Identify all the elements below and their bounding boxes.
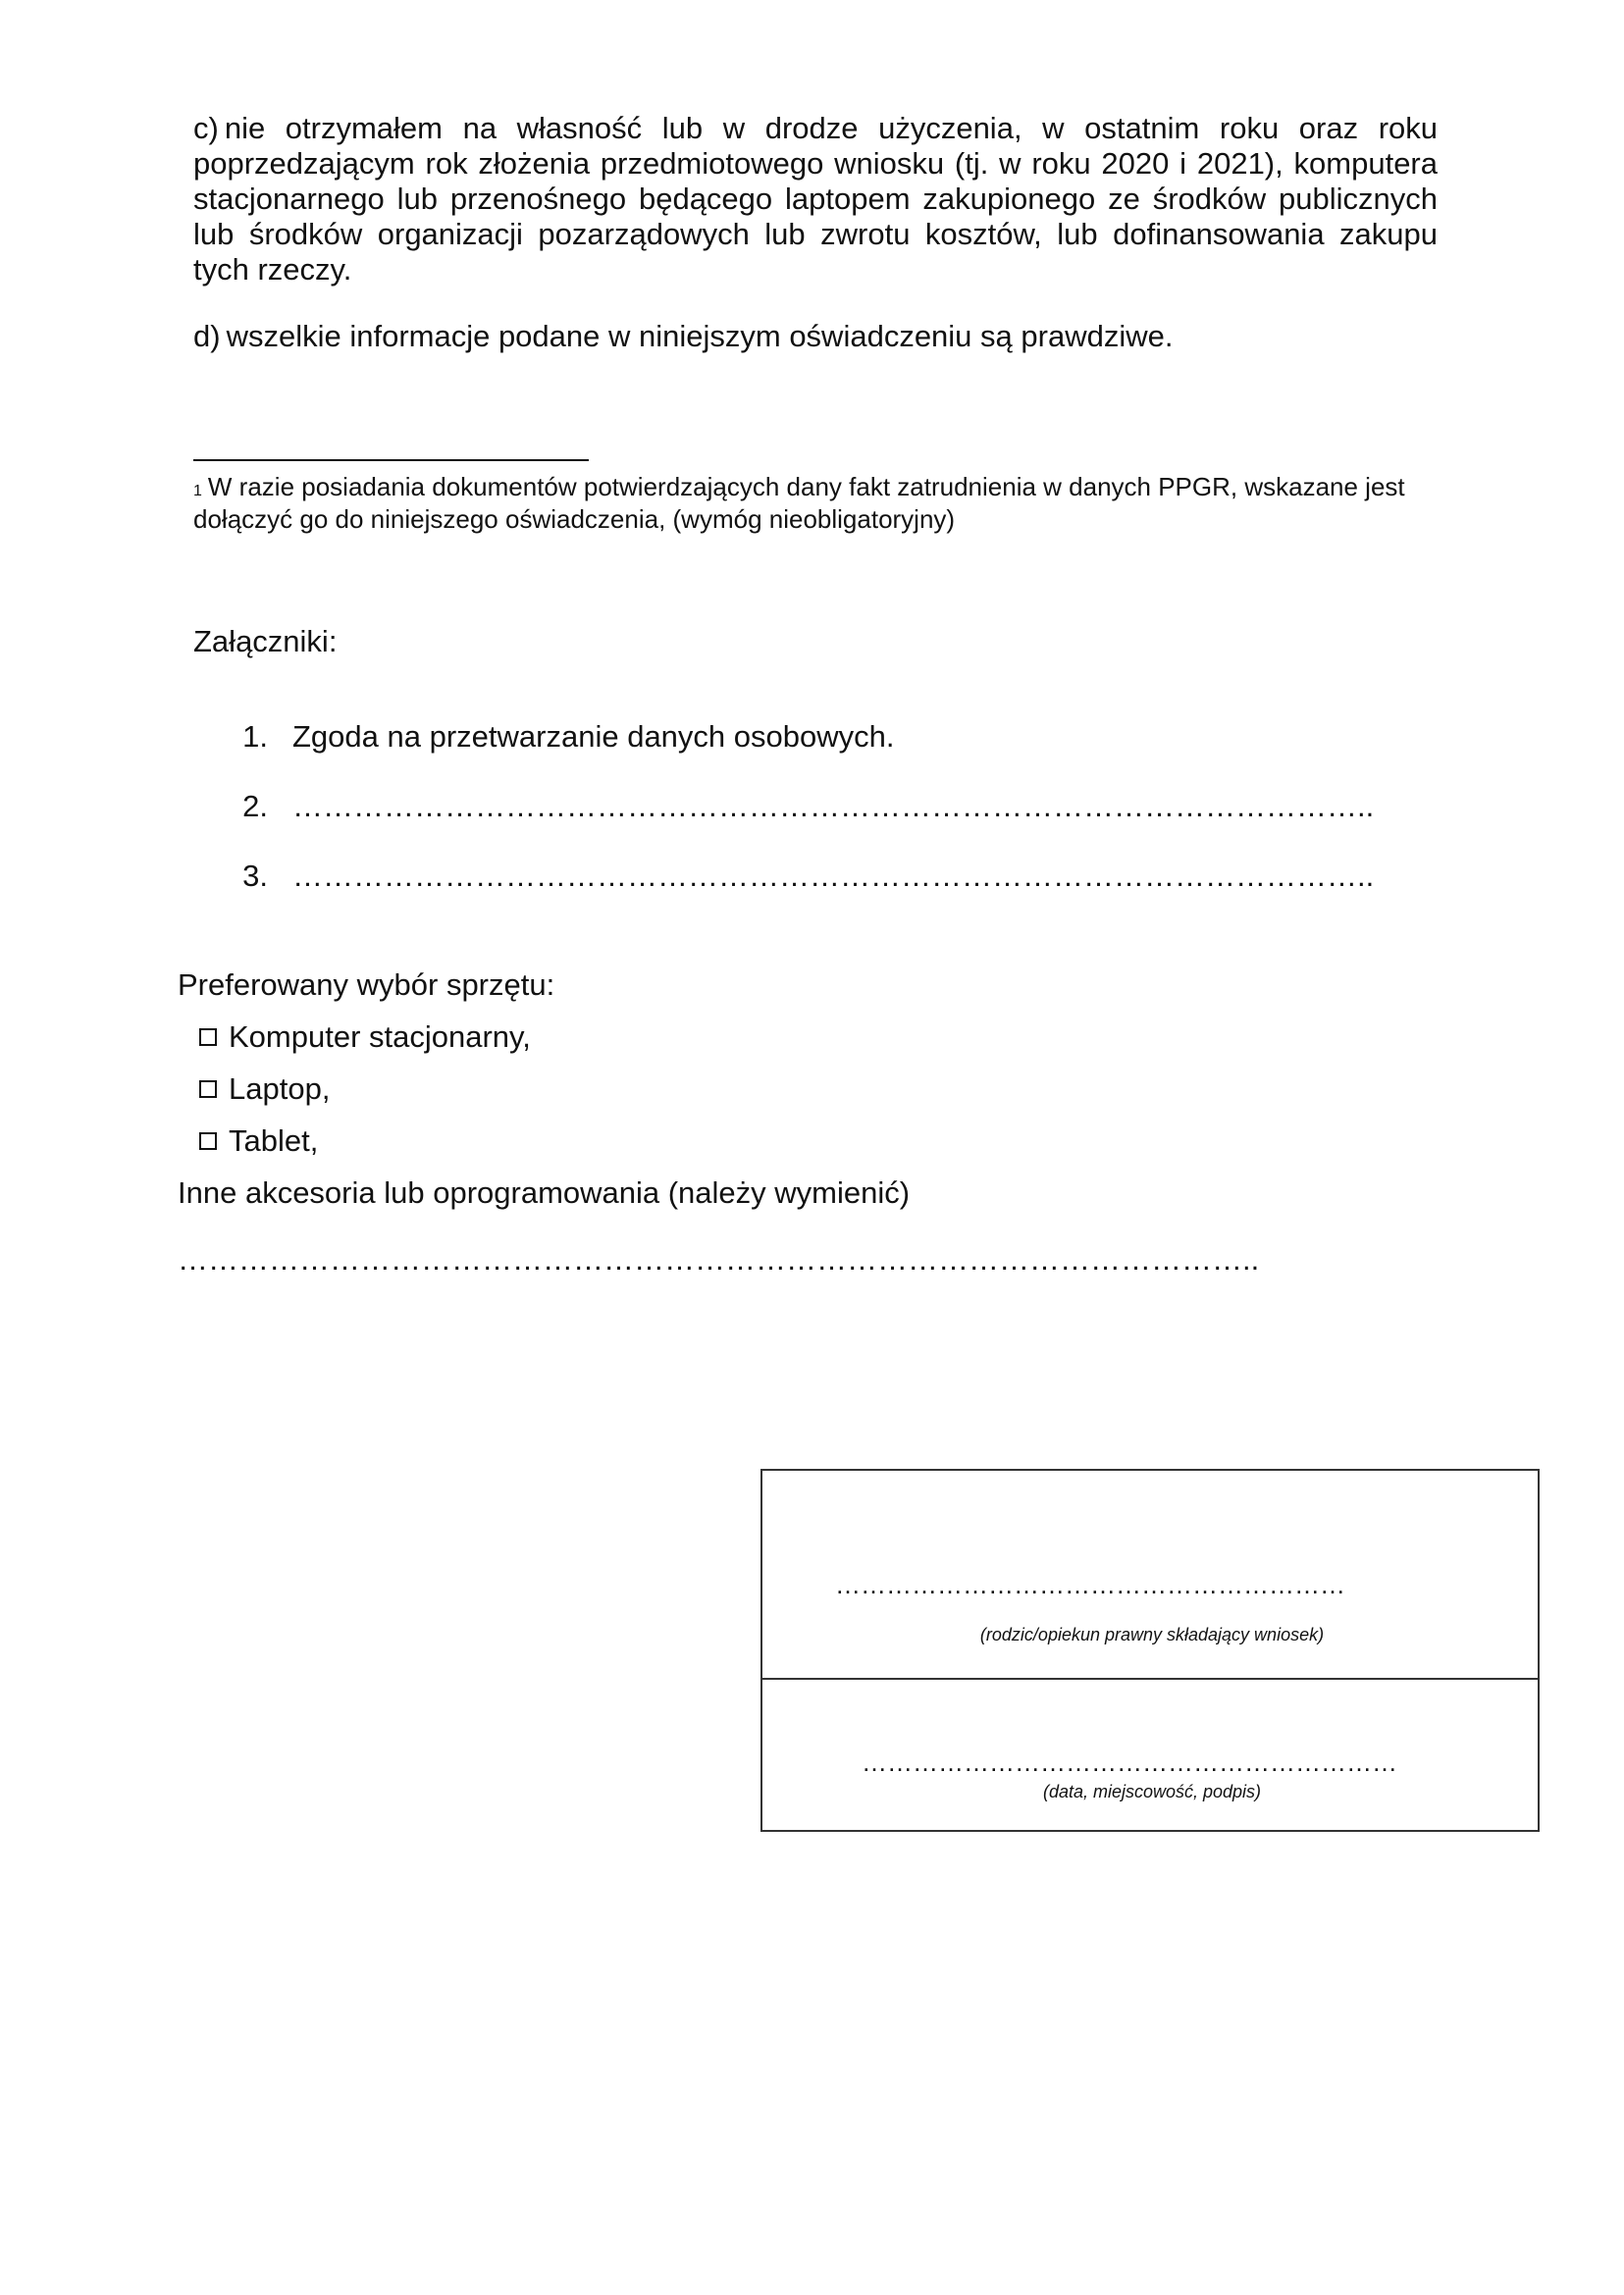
- footnote-separator: [193, 459, 589, 461]
- statement-d-label: d): [193, 319, 221, 353]
- footnote-marker: 1: [193, 483, 202, 499]
- date-caption: (data, miejscowość, podpis): [1042, 1782, 1262, 1801]
- statement-d-text: wszelkie informacje podane w niniejszym oświadczeniu są prawdziwe.: [226, 319, 1174, 353]
- attachment-item: Zgoda na przetwarzanie danych osobowych.: [292, 719, 895, 754]
- attachments-heading: Załączniki:: [193, 624, 338, 658]
- statement-c-text: nie otrzymałem na własność lub w drodze użyczenia, w ostatnim roku oraz roku poprzedzającym rok złożenia przedmiotowego wniosku (tj. w roku 2020 i 2021), komputera stacjonarnego lub przenośnego będącego laptopem zakupionego ze środków publicznych lub środków organizacji pozarządowych lub zwrotu kosztów, lub dofinansowania zakupu tych rzeczy.: [193, 111, 1438, 287]
- option-tablet[interactable]: [199, 1123, 318, 1159]
- footnote-text: W razie posiadania dokumentów potwierdzających dany fakt zatrudnienia w danych PPGR, wskazane jest dołączyć go do niniejszego oświadczenia, (wymóg nieobligatoryjny): [193, 472, 1405, 534]
- other-accessories-blank-line[interactable]: ……………………………………………………………………………………………..: [178, 1242, 1260, 1277]
- option-desktop[interactable]: [199, 1019, 531, 1055]
- signature-box: [760, 1469, 1540, 1832]
- signature-divider: [762, 1678, 1538, 1680]
- equipment-heading: Preferowany wybór sprzętu:: [178, 967, 555, 1002]
- attachment-number: 2.: [242, 789, 268, 823]
- statement-d: [193, 319, 1438, 354]
- attachment-blank-line[interactable]: ……………………………………………………………………………………………..: [292, 789, 1375, 823]
- checkbox-icon[interactable]: [199, 1132, 217, 1150]
- attachment-number: 1.: [242, 719, 268, 754]
- checkbox-icon[interactable]: [199, 1028, 217, 1046]
- option-label: Laptop,: [229, 1071, 331, 1106]
- footnote: [193, 471, 1410, 536]
- checkbox-icon[interactable]: [199, 1080, 217, 1098]
- statement-c: [193, 111, 1438, 287]
- date-signature-line[interactable]: ………………………………………………………: [862, 1747, 1397, 1777]
- attachment-blank-line[interactable]: ……………………………………………………………………………………………..: [292, 859, 1375, 893]
- option-label: Tablet,: [229, 1123, 319, 1158]
- statement-c-label: c): [193, 111, 219, 145]
- applicant-caption: (rodzic/opiekun prawny składający wniosek): [979, 1625, 1325, 1644]
- option-laptop[interactable]: [199, 1071, 330, 1107]
- attachment-number: 3.: [242, 859, 268, 893]
- option-label: Komputer stacjonarny,: [229, 1019, 531, 1054]
- applicant-signature-line[interactable]: ……………………………………………………: [835, 1570, 1345, 1599]
- other-accessories-label: Inne akcesoria lub oprogramowania (należy wymienić): [178, 1175, 911, 1210]
